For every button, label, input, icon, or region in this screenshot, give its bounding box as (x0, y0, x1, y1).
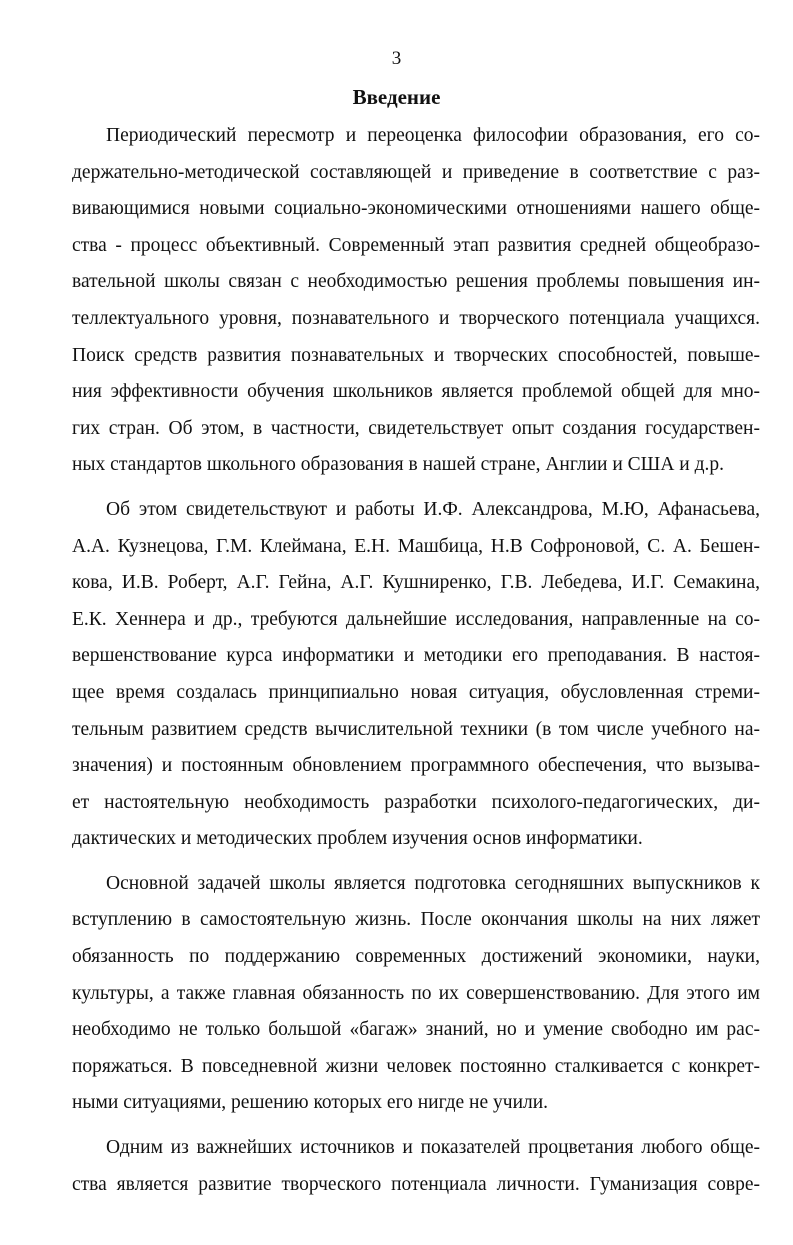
paragraph-1 (72, 118, 760, 484)
text-line: необходимо не только большой «багаж» знаний, но и умение свободно им рас- (72, 1019, 760, 1041)
paragraph-4 (72, 1130, 760, 1203)
text-line: обязанность по поддержанию современных достижений экономики, науки, (72, 946, 760, 968)
text-line: значения) и постоянным обновлением программного обеспечения, что вызыва- (72, 755, 760, 777)
text-line: ными ситуациями, решению которых его нигде не учили. (72, 1092, 549, 1114)
body-text (72, 118, 760, 1211)
text-line: вательной школы связан с необходимостью решения проблемы повышения ин- (72, 271, 760, 293)
text-line: ет настоятельную необходимость разработки психолого-педагогических, ди- (72, 791, 760, 813)
text-line: культуры, а также главная обязанность по их совершенствованию. Для этого им (72, 982, 760, 1004)
text-line: ния эффективности обучения школьников является проблемой общей для мно- (72, 381, 760, 403)
text-line: А.А. Кузнецова, Г.М. Клеймана, Е.Н. Машбица, Н.В Софроновой, С. А. Бешен- (72, 535, 760, 557)
text-line: поряжаться. В повседневной жизни человек постоянно сталкивается с конкрет- (72, 1055, 760, 1077)
paragraph-3 (72, 866, 760, 1122)
text-line: вершенствование курса информатики и методики его преподавания. В настоя- (72, 645, 760, 667)
text-line: ных стандартов школьного образования в нашей стране, Англии и США и д.р. (72, 454, 725, 476)
text-line: Одним из важнейших источников и показателей процветания любого обще- (106, 1137, 760, 1159)
text-line: ства является развитие творческого потенциала личности. Гуманизация совре- (72, 1173, 760, 1195)
text-line: Е.К. Хеннера и др., требуются дальнейшие исследования, направленные на со- (72, 608, 760, 630)
text-line: кова, И.В. Роберт, А.Г. Гейна, А.Г. Кушниренко, Г.В. Лебедева, И.Г. Семакина, (72, 572, 760, 594)
text-line: гих стран. Об этом, в частности, свидетельствует опыт создания государствен- (72, 417, 760, 439)
text-line: вивающимися новыми социально-экономическими отношениями нашего обще- (72, 198, 760, 220)
text-line: вступлению в самостоятельную жизнь. После окончания школы на них ляжет (72, 909, 760, 931)
page-number: 3 (391, 48, 402, 69)
text-line: держательно-методической составляющей и приведение в соответствие с раз- (72, 161, 760, 183)
text-line: теллектуального уровня, познавательного и творческого потенциала учащихся. (72, 307, 760, 329)
text-line: ства - процесс объективный. Современный этап развития средней общеобразо- (72, 234, 760, 256)
page-title: Введение (352, 85, 441, 109)
text-line: Поиск средств развития познавательных и творческих способностей, повыше- (72, 344, 760, 366)
text-line: тельным развитием средств вычислительной техники (в том числе учебного на- (72, 718, 760, 740)
text-line: дактических и методических проблем изучения основ информатики. (72, 828, 643, 850)
text-line: щее время создалась принципиально новая ситуация, обусловленная стреми- (72, 681, 760, 703)
text-line: Основной задачей школы является подготовка сегодняшних выпускников к (106, 872, 760, 894)
text-line: Периодический пересмотр и переоценка философии образования, его со- (106, 125, 760, 146)
paragraph-2 (72, 492, 760, 858)
text-line: Об этом свидетельствуют и работы И.Ф. Александрова, М.Ю, Афанасьева, (106, 498, 760, 520)
